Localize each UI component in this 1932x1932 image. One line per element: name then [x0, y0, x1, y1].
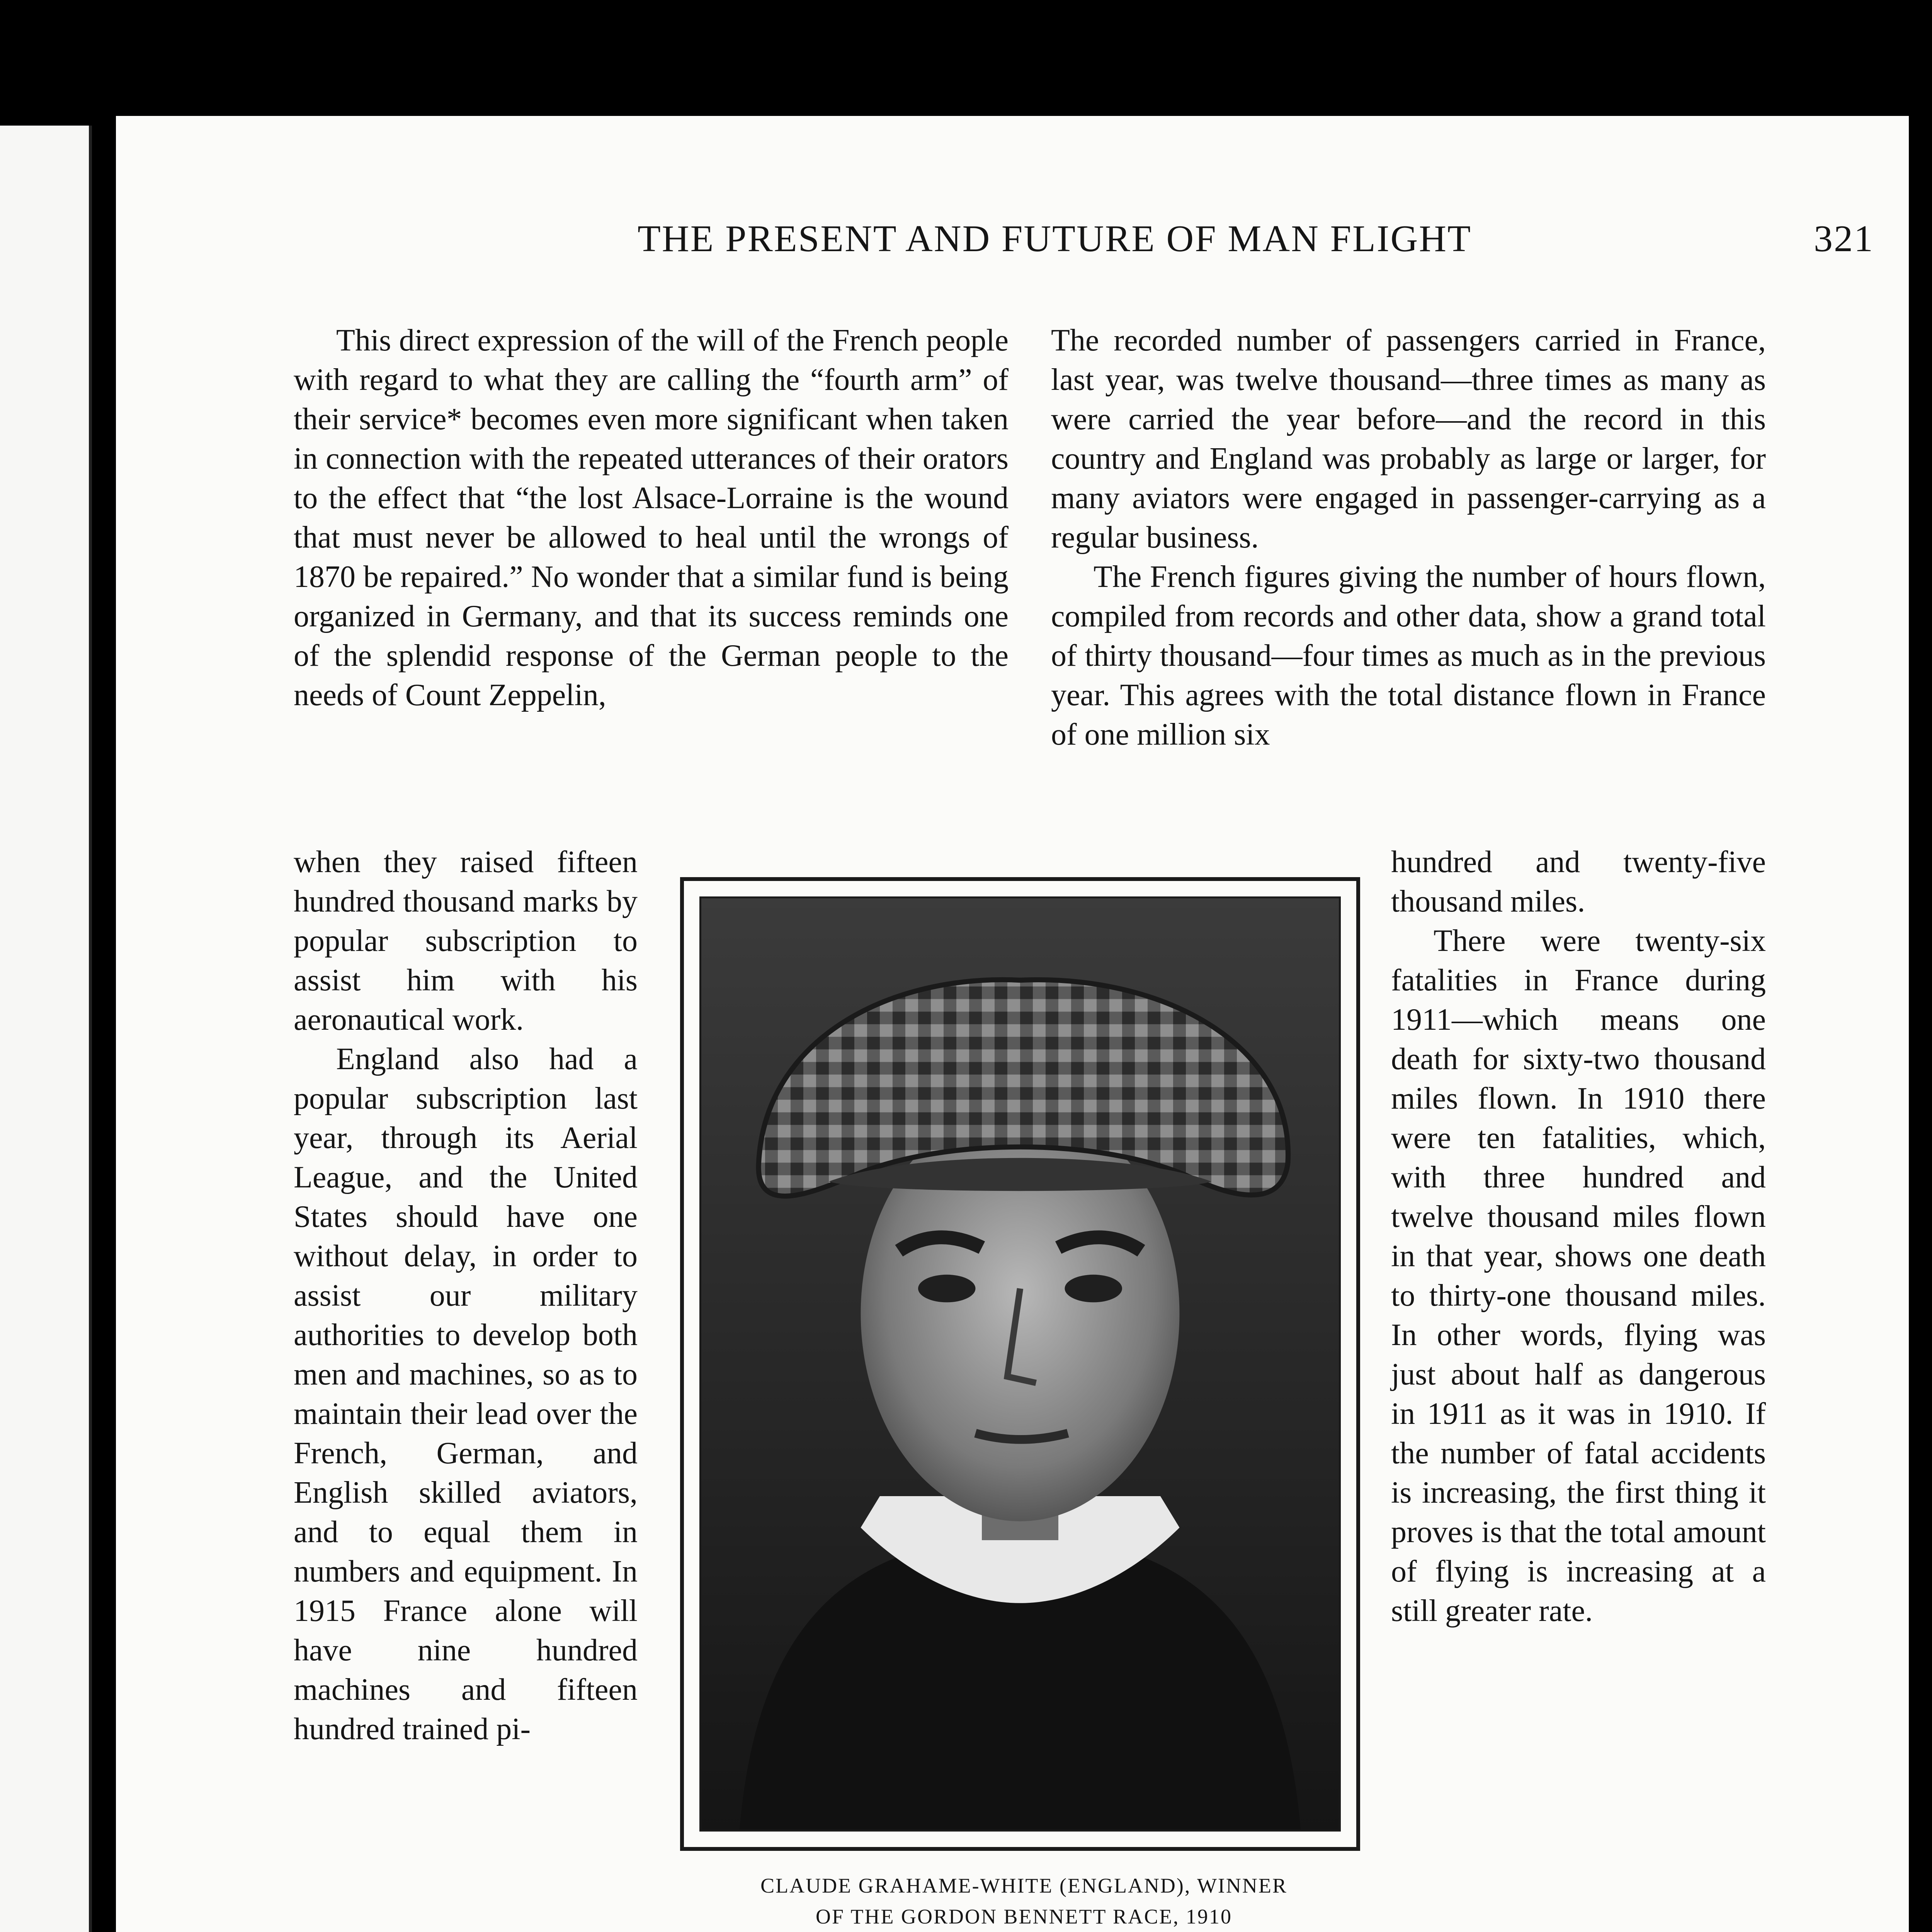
paragraph: This direct expression of the will of the French people with regard to what they are calling the “fourth arm” of their service* becomes even more significant when taken in connection with the repeated utterances of their orators to the effect that “the lost Alsace-Lorraine is the wound that must never be allowed to heal until the wrongs of 1870 be repaired.” No wonder that a similar fund is being organized in Germany, and that its success reminds one of the splendid response of the German people to the needs of Count Zeppelin,	[294, 323, 1009, 712]
magazine-page	[116, 116, 1909, 1932]
portrait-photo	[699, 896, 1341, 1832]
portrait-illustration	[701, 898, 1339, 1830]
facing-page-edge	[0, 126, 92, 1932]
paragraph: There were twenty-six fatalities in France during 1911—which means one death for sixty-two thousand miles flown. In 1910 there were ten fatalities, which, with three hundred and twelve thousand miles flown in that year, shows one death to thirty-one thousand miles. In other words, flying was just about half as dangerous in 1911 as it was in 1910. If the number of fatal accidents is increasing, the first thing it proves is that the total amount of flying is increasing at a still greater rate.	[1391, 924, 1766, 1628]
left-column-top	[294, 321, 1009, 715]
paragraph: hundred and twenty-five thousand miles.	[1391, 845, 1766, 918]
portrait-photo-frame	[680, 877, 1360, 1851]
right-column-top	[1051, 321, 1766, 754]
running-head-title: THE PRESENT AND FUTURE OF MAN FLIGHT	[638, 218, 1472, 260]
paragraph: The recorded number of passengers carried in France, last year, was twelve thousand—three times as many as were carried the year before—and the record in this country and England was probably as large or larger, for many aviators were engaged in passenger-carrying as a regular business.	[1051, 323, 1766, 554]
paragraph: England also had a popular subscription last year, through its Aerial League, and the United States should have one without delay, in order to assist our military authorities to develop both men and machines, so as to maintain their lead over the French, German, and English skilled aviators, and to equal them in numbers and equipment. In 1915 France alone will have nine hundred machines and fifteen hundred trained pi-	[294, 1042, 638, 1746]
caption-line: OF THE GORDON BENNETT RACE, 1910	[815, 1905, 1233, 1928]
figure-caption	[696, 1870, 1352, 1932]
left-column-wrap	[294, 842, 638, 1749]
right-column-wrap	[1391, 842, 1766, 1631]
page-number: 321	[1814, 218, 1874, 260]
paragraph: The French figures giving the number of hours flown, compiled from records and other data, show a grand total of thirty thousand—four times as much as in the previous year. This agrees with the total distance flown in France of one million six	[1051, 560, 1766, 752]
paragraph: when they raised fifteen hundred thousand marks by popular subscription to assist him with his aeronautical work.	[294, 845, 638, 1037]
caption-line: CLAUDE GRAHAME-WHITE (ENGLAND), WINNER	[760, 1874, 1287, 1897]
